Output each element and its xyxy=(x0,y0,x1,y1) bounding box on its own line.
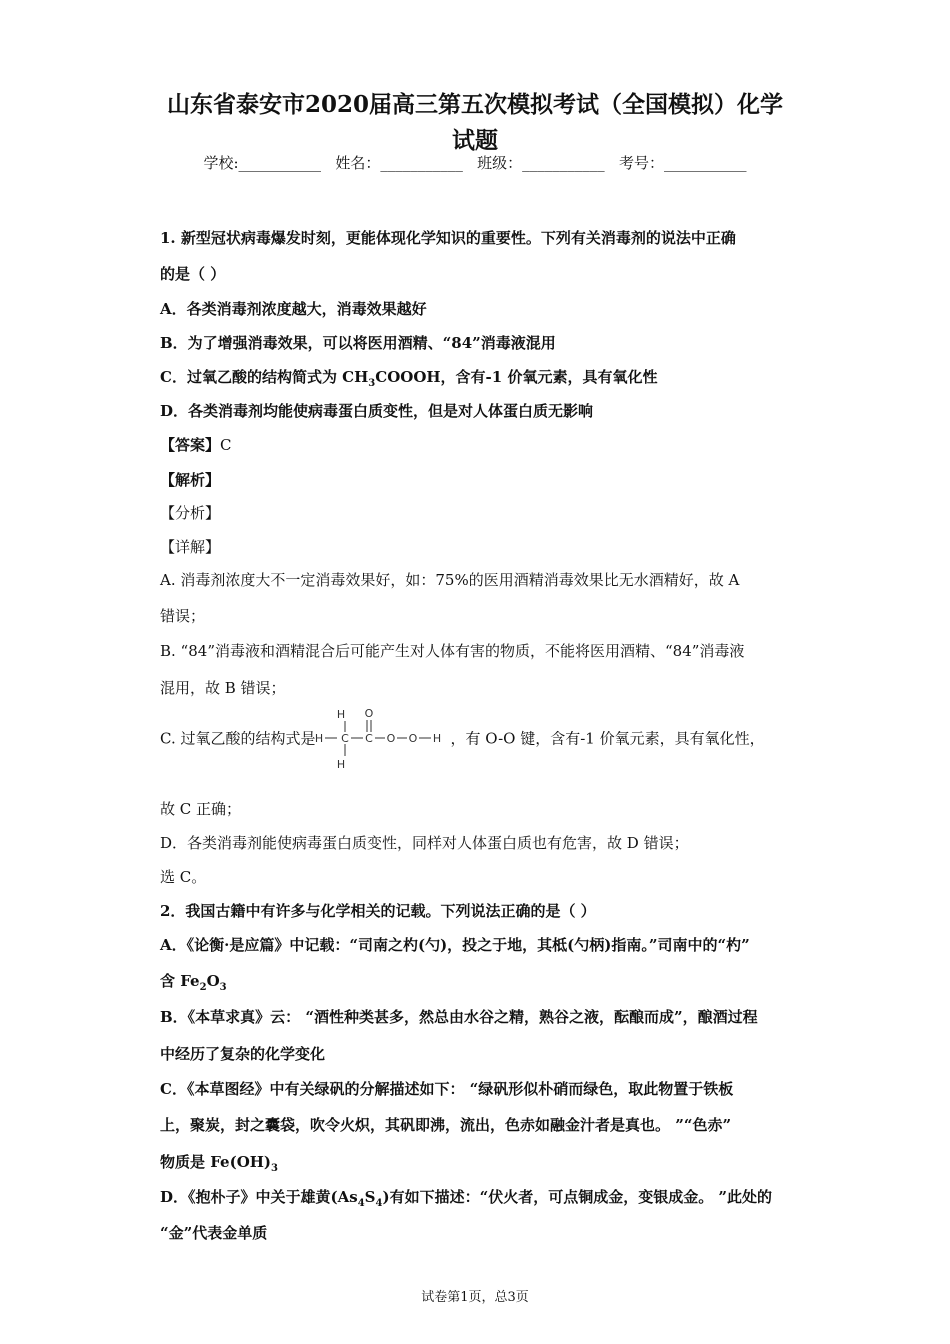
structure-h-right: H xyxy=(433,732,442,745)
q2-stem: 2．我国古籍中有许多与化学相关的记载。下列说法正确的是（ ） xyxy=(160,902,596,920)
q1-explain-a-line1: A. 消毒剂浓度大不一定消毒效果好，如：75%的医用酒精消毒效果比无水酒精好，故 A xyxy=(160,571,740,589)
q1-answer: 【答案】C xyxy=(160,436,232,454)
structure-o2: O xyxy=(409,732,418,745)
school-field: 学校:___________ xyxy=(203,154,322,172)
q1-explain-b-line1: B. “84”消毒液和酒精混合后可能产生对人体有害的物质，不能将医用酒精、“84”消毒液 xyxy=(160,642,745,660)
q2-option-b-line2: 中经历了复杂的化学变化 xyxy=(160,1045,326,1063)
structure-o-top: O xyxy=(365,707,374,720)
class-field: 班级：___________ xyxy=(477,154,605,172)
q2-option-c-line3: 物质是 $Fe(OH)_3$ xyxy=(160,1153,278,1174)
q1-option-d: D．各类消毒剂均能使病毒蛋白质变性，但是对人体蛋白质无影响 xyxy=(160,402,594,420)
exam-title-line2: 试题 xyxy=(452,127,498,154)
number-field: 考号：___________ xyxy=(619,154,747,172)
q2-option-b-line1: B．《本草求真》云： “酒性种类甚多，然总由水谷之精，熟谷之液，酝酿而成”，酿酒过程 xyxy=(160,1008,758,1026)
q1-explain-b-line2: 混用，故 B 错误； xyxy=(160,679,286,697)
q1-option-a: A．各类消毒剂浓度越大，消毒效果越好 xyxy=(160,300,427,318)
q1-explain-d: D．各类消毒剂能使病毒蛋白质变性，同样对人体蛋白质也有危害，故 D 错误； xyxy=(160,834,689,852)
structure-o1: O xyxy=(387,732,396,745)
q1-analysis-heading: 【解析】 xyxy=(160,471,221,489)
q1-conclusion: 选 C。 xyxy=(160,868,207,886)
q1-option-b: B．为了增强消毒效果，可以将医用酒精、“84”消毒液混用 xyxy=(160,334,556,352)
page-footer: 试卷第1页，总3页 xyxy=(421,1290,529,1305)
structure-c2: C xyxy=(365,732,374,745)
structure-h-left: H xyxy=(315,732,324,745)
q1-stem-line1: 1. 新型冠状病毒爆发时刻，更能体现化学知识的重要性。下列有关消毒剂的说法中正确 xyxy=(160,229,736,247)
q2-option-c-line1: C．《本草图经》中有关绿矾的分解描述如下： “绿矾形似朴硝而绿色，取此物置于铁板 xyxy=(160,1080,734,1098)
q1-explain-c-line2: 故 C 正确； xyxy=(160,800,242,818)
q1-xiangjie-heading: 【详解】 xyxy=(160,538,221,556)
student-info xyxy=(0,152,950,173)
q1-explain-a-line2: 错误； xyxy=(160,607,206,625)
name-field: 姓名：___________ xyxy=(335,154,463,172)
structure-c1: C xyxy=(341,732,350,745)
structure-h-top: H xyxy=(337,708,346,721)
q2-option-d-line2: “金”代表金单质 xyxy=(160,1224,268,1242)
exam-title-line1: 山东省泰安市2020届高三第五次模拟考试（全国模拟）化学 xyxy=(166,91,783,118)
structure-h-bottom: H xyxy=(337,758,346,770)
q1-explain-c-line1: C. 过氧乙酸的结构式是 H H C C O O O H H ，有 O-O 键，含有-1 价氧元素，具有氧化性， xyxy=(160,707,765,770)
q1-fenxi-heading: 【分析】 xyxy=(160,504,221,522)
peracetic-acid-structure xyxy=(315,706,450,770)
q2-option-c-line2: 上，聚炭，封之囊袋，吹令火炽，其矾即沸，流出，色赤如融金汁者是真也。 ”“色赤” xyxy=(160,1116,732,1134)
q1-option-c: C．过氧乙酸的结构简式为 $CH_3COOOH$，含有-1 价氧元素，具有氧化性 xyxy=(160,368,658,389)
q2-option-a-line2: 含 $Fe_2O_3$ xyxy=(160,972,227,993)
q2-option-a-line1: A．《论衡·是应篇》中记载：“司南之杓(勺)，投之于地，其柢(勺柄)指南。”司南中的“杓” xyxy=(160,936,750,954)
q1-stem-line2: 的是（ ） xyxy=(160,265,226,283)
q2-option-d-line1: D．《抱朴子》中关于雄黄$(As_4S_4)$有如下描述：“伏火者，可点铜成金，变银成金。 ”此处的 xyxy=(160,1188,773,1209)
